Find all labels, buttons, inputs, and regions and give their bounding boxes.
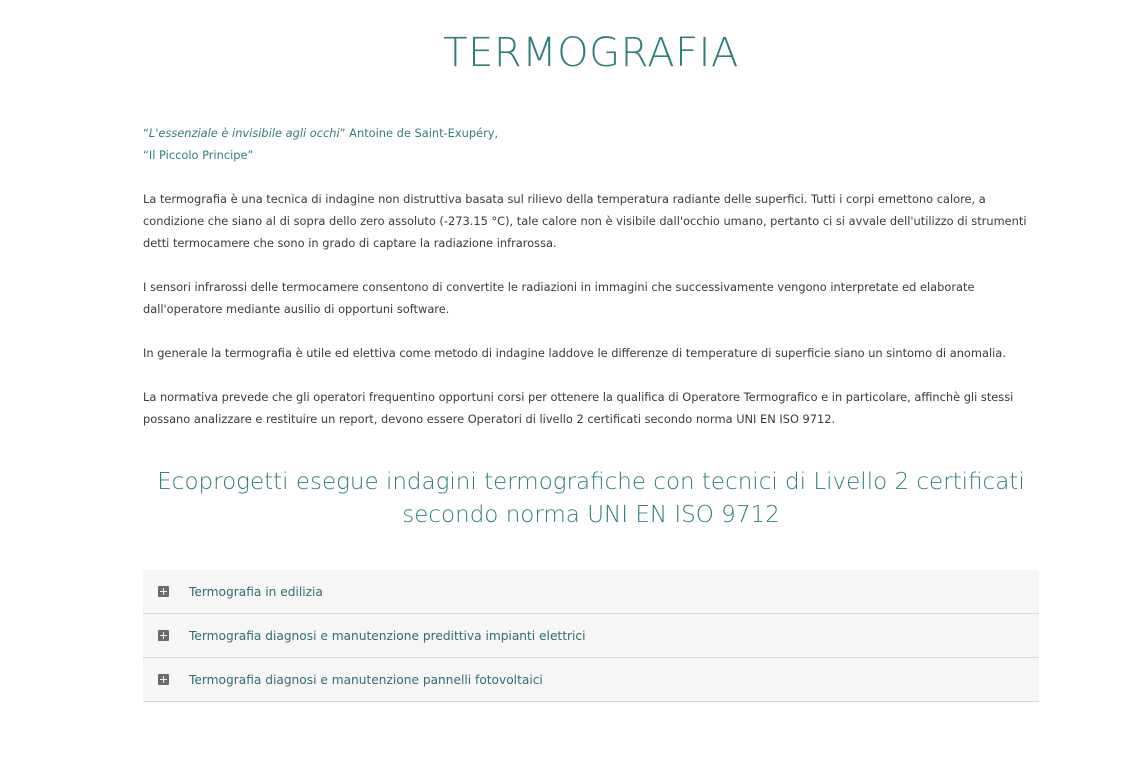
- spacer: [143, 320, 1039, 342]
- accordion-item-pannelli-fotovoltaici[interactable]: [143, 658, 1039, 702]
- paragraph-usage: In generale la termografia è utile ed elettiva come metodo di indagine laddove le differenze di temperature di superficie siano un sintomo di anomalia.: [143, 346, 1006, 360]
- plus-square-icon: [158, 674, 169, 685]
- quote-line: [143, 122, 1039, 144]
- paragraph-sensors: I sensori infrarossi delle termocamere consentono di convertite le radiazioni in immagini che successivamente vengono interpretate ed elaborate dall'operatore mediante ausilio di opportuni software.: [143, 280, 975, 316]
- quote-open-mark: “: [143, 126, 149, 140]
- spacer: [143, 166, 1039, 188]
- intro-content: [143, 122, 1039, 430]
- plus-square-icon: [158, 630, 169, 641]
- plus-square-icon: [158, 586, 169, 597]
- accordion: [143, 570, 1039, 702]
- section-subtitle: Ecoprogetti esegue indagini termografiche con tecnici di Livello 2 certificati secondo norma UNI EN ISO 9712: [157, 469, 1025, 528]
- accordion-item-label: Termografia diagnosi e manutenzione pannelli fotovoltaici: [189, 672, 543, 687]
- accordion-item-edilizia[interactable]: [143, 570, 1039, 614]
- quote-text: L'essenziale è invisibile agli occhi: [148, 126, 340, 140]
- quote-author: ” Antoine de Saint-Exupéry,: [339, 126, 499, 140]
- paragraph-intro: La termografia è una tecnica di indagine non distruttiva basata sul rilievo della temperatura radiante delle superfici. Tutti i corpi emettono calore, a condizione che siano al di sopra dello zero assoluto (-273.15 °C), tale calore non è visibile dall'occhio umano, pertanto ci si avvale dell'utilizzo di strumenti detti termocamere che sono in grado di captare la radiazione infrarossa.: [143, 192, 1027, 250]
- spacer: [143, 364, 1039, 386]
- accordion-item-impianti-elettrici[interactable]: [143, 614, 1039, 658]
- accordion-item-label: Termografia diagnosi e manutenzione predittiva impianti elettrici: [189, 628, 586, 643]
- spacer: [143, 254, 1039, 276]
- paragraph-regulation: La normativa prevede che gli operatori frequentino opportuni corsi per ottenere la qualifica di Operatore Termografico e in particolare, affinchè gli stessi possano analizzare e restituire un report, devono essere Operatori di livello 2 certificati secondo norma UNI EN ISO 9712.: [143, 390, 1014, 426]
- accordion-item-label: Termografia in edilizia: [189, 584, 323, 599]
- quote-book: “Il Piccolo Principe”: [143, 148, 254, 162]
- page-title: TERMOGRAFIA: [443, 30, 739, 76]
